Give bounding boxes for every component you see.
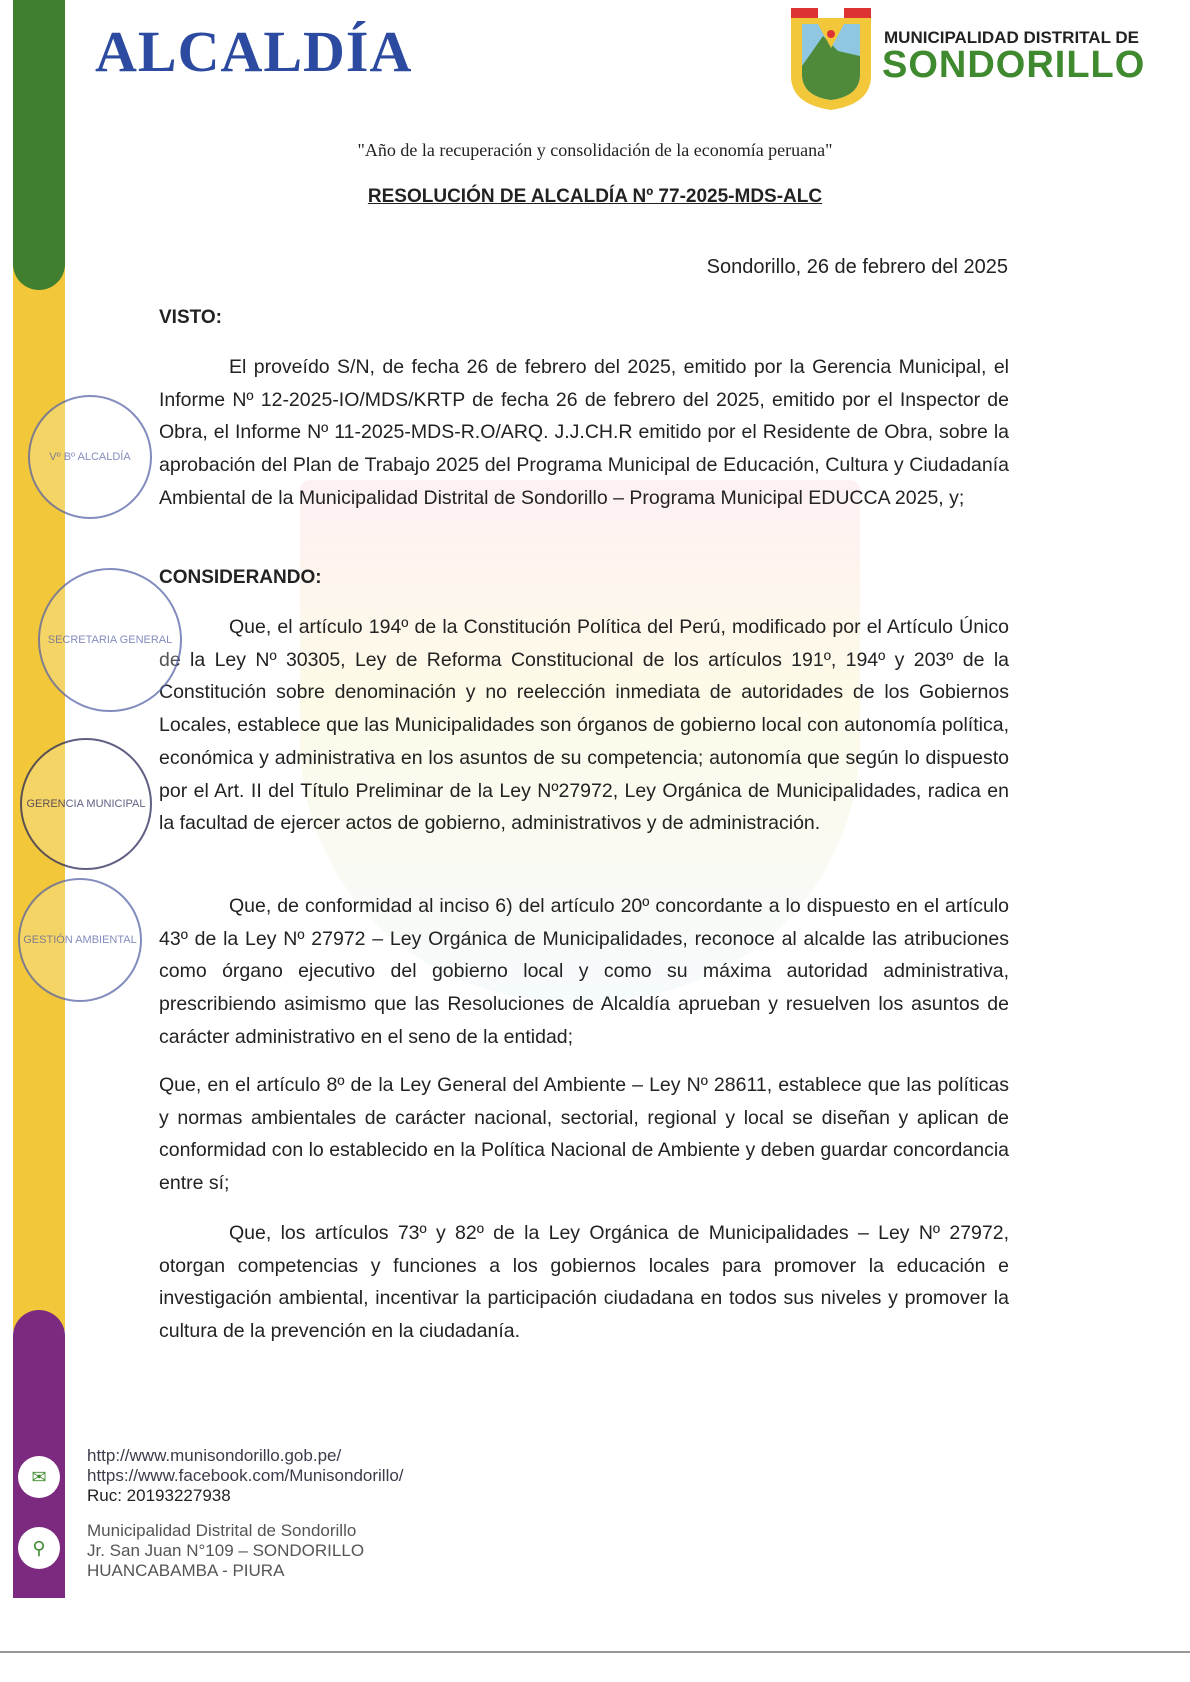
stamp-text: SECRETARIA GENERAL bbox=[47, 634, 173, 646]
location-pin-icon: ⚲ bbox=[18, 1527, 60, 1569]
website-link[interactable]: http://www.munisondorillo.gob.pe/ bbox=[87, 1446, 342, 1465]
municipality-label: MUNICIPALIDAD DISTRITAL DE bbox=[884, 28, 1139, 47]
considerando-paragraph-2: Que, de conformidad al inciso 6) del artículo 20º concordante a lo dispuesto en el artículo 43º de la Ley Nº 27972 – Ley Orgánica de Municipalidades, reconoce al alcalde las atribuciones como órgano ejecutivo del gobierno local y como su máxima autoridad administrativa, prescribiendo asimismo que las Resoluciones de Alcaldía aprueban y resuelven los asuntos de carácter administrativo en el seno de la entidad; bbox=[159, 895, 1009, 1048]
document-date: Sondorillo, 26 de febrero del 2025 bbox=[706, 256, 1008, 278]
municipal-crest-logo bbox=[788, 6, 874, 112]
year-motto: "Año de la recuperación y consolidación de la economía peruana" bbox=[357, 140, 833, 160]
address-street: Jr. San Juan N°109 – SONDORILLO bbox=[87, 1541, 365, 1560]
visto-heading: VISTO: bbox=[159, 307, 222, 328]
considerando-paragraph-1: Que, el artículo 194º de la Constitución Política del Perú, modificado por el Artículo Único de la Ley Nº 30305, Ley de Reforma Constitucional de los artículos 191º, 194º y 203º de la Constitución sobre denominación y no reelección inmediata de autoridades de los Gobiernos Locales, establece que las Municipalidades son órganos de gobierno local con autonomía política, económica y administrativa en los asuntos de su competencia; autonomía que según lo dispuesto por el Art. II del Título Preliminar de la Ley Nº27972, Ley Orgánica de Municipalidades, radica en la facultad de ejercer actos de gobierno, administrativos y de administración. bbox=[159, 616, 1009, 835]
page-edge-line bbox=[0, 1651, 1190, 1653]
stamp-secretaria-general bbox=[38, 568, 182, 712]
ruc-number: Ruc: 20193227938 bbox=[87, 1486, 231, 1505]
stamp-gerencia-municipal bbox=[20, 738, 152, 870]
resolution-title: RESOLUCIÓN DE ALCALDÍA Nº 77-2025-MDS-ALC bbox=[367, 186, 823, 207]
stamp-gestion-ambiental bbox=[18, 878, 142, 1002]
address-region: HUANCABAMBA - PIURA bbox=[87, 1561, 285, 1580]
visto-paragraph: El proveído S/N, de fecha 26 de febrero del 2025, emitido por la Gerencia Municipal, el Informe Nº 12-2025-IO/MDS/KRTP de fecha 26 de febrero del 2025, emitido por el Inspector de Obra, el Informe Nº 11-2025-MDS-R.O/ARQ. J.J.CH.R emitido por el Residente de Obra, sobre la aprobación del Plan de Trabajo 2025 del Programa Municipal de Educación, Cultura y Ciudadanía Ambiental de la Municipalidad Distrital de Sondorillo – Programa Municipal EDUCCA 2025, y; bbox=[159, 356, 1009, 509]
side-band-green bbox=[13, 0, 65, 290]
facebook-link[interactable]: https://www.facebook.com/Munisondorillo/ bbox=[87, 1466, 404, 1485]
municipality-name: SONDORILLO bbox=[882, 44, 1146, 86]
considerando-paragraph-4: Que, los artículos 73º y 82º de la Ley Orgánica de Municipalidades – Ley Nº 27972, otorgan competencias y funciones a los gobiernos locales para promover la educación e investigación ambiental, incentivar la participación ciudadana en todos sus niveles y promover la cultura de la prevención en la ciudadanía. bbox=[159, 1222, 1009, 1343]
stamp-text: GERENCIA MUNICIPAL bbox=[26, 798, 146, 810]
email-icon: ✉ bbox=[18, 1456, 60, 1498]
considerando-paragraph-3: Que, en el artículo 8º de la Ley General del Ambiente – Ley Nº 28611, establece que las políticas y normas ambientales de carácter nacional, sectorial, regional y local se diseñan y aplican de conformidad con lo establecido en la Política Nacional de Ambiente y deben guardar concordancia entre sí; bbox=[159, 1074, 1009, 1195]
address-name: Municipalidad Distrital de Sondorillo bbox=[87, 1521, 357, 1540]
stamp-text: GESTIÓN AMBIENTAL bbox=[23, 934, 137, 946]
considerando-heading: CONSIDERANDO: bbox=[159, 567, 322, 588]
stamp-alcaldia bbox=[28, 395, 152, 519]
page-title: ALCALDÍA bbox=[95, 19, 413, 84]
stamp-text: Vº Bº ALCALDÍA bbox=[49, 451, 131, 463]
